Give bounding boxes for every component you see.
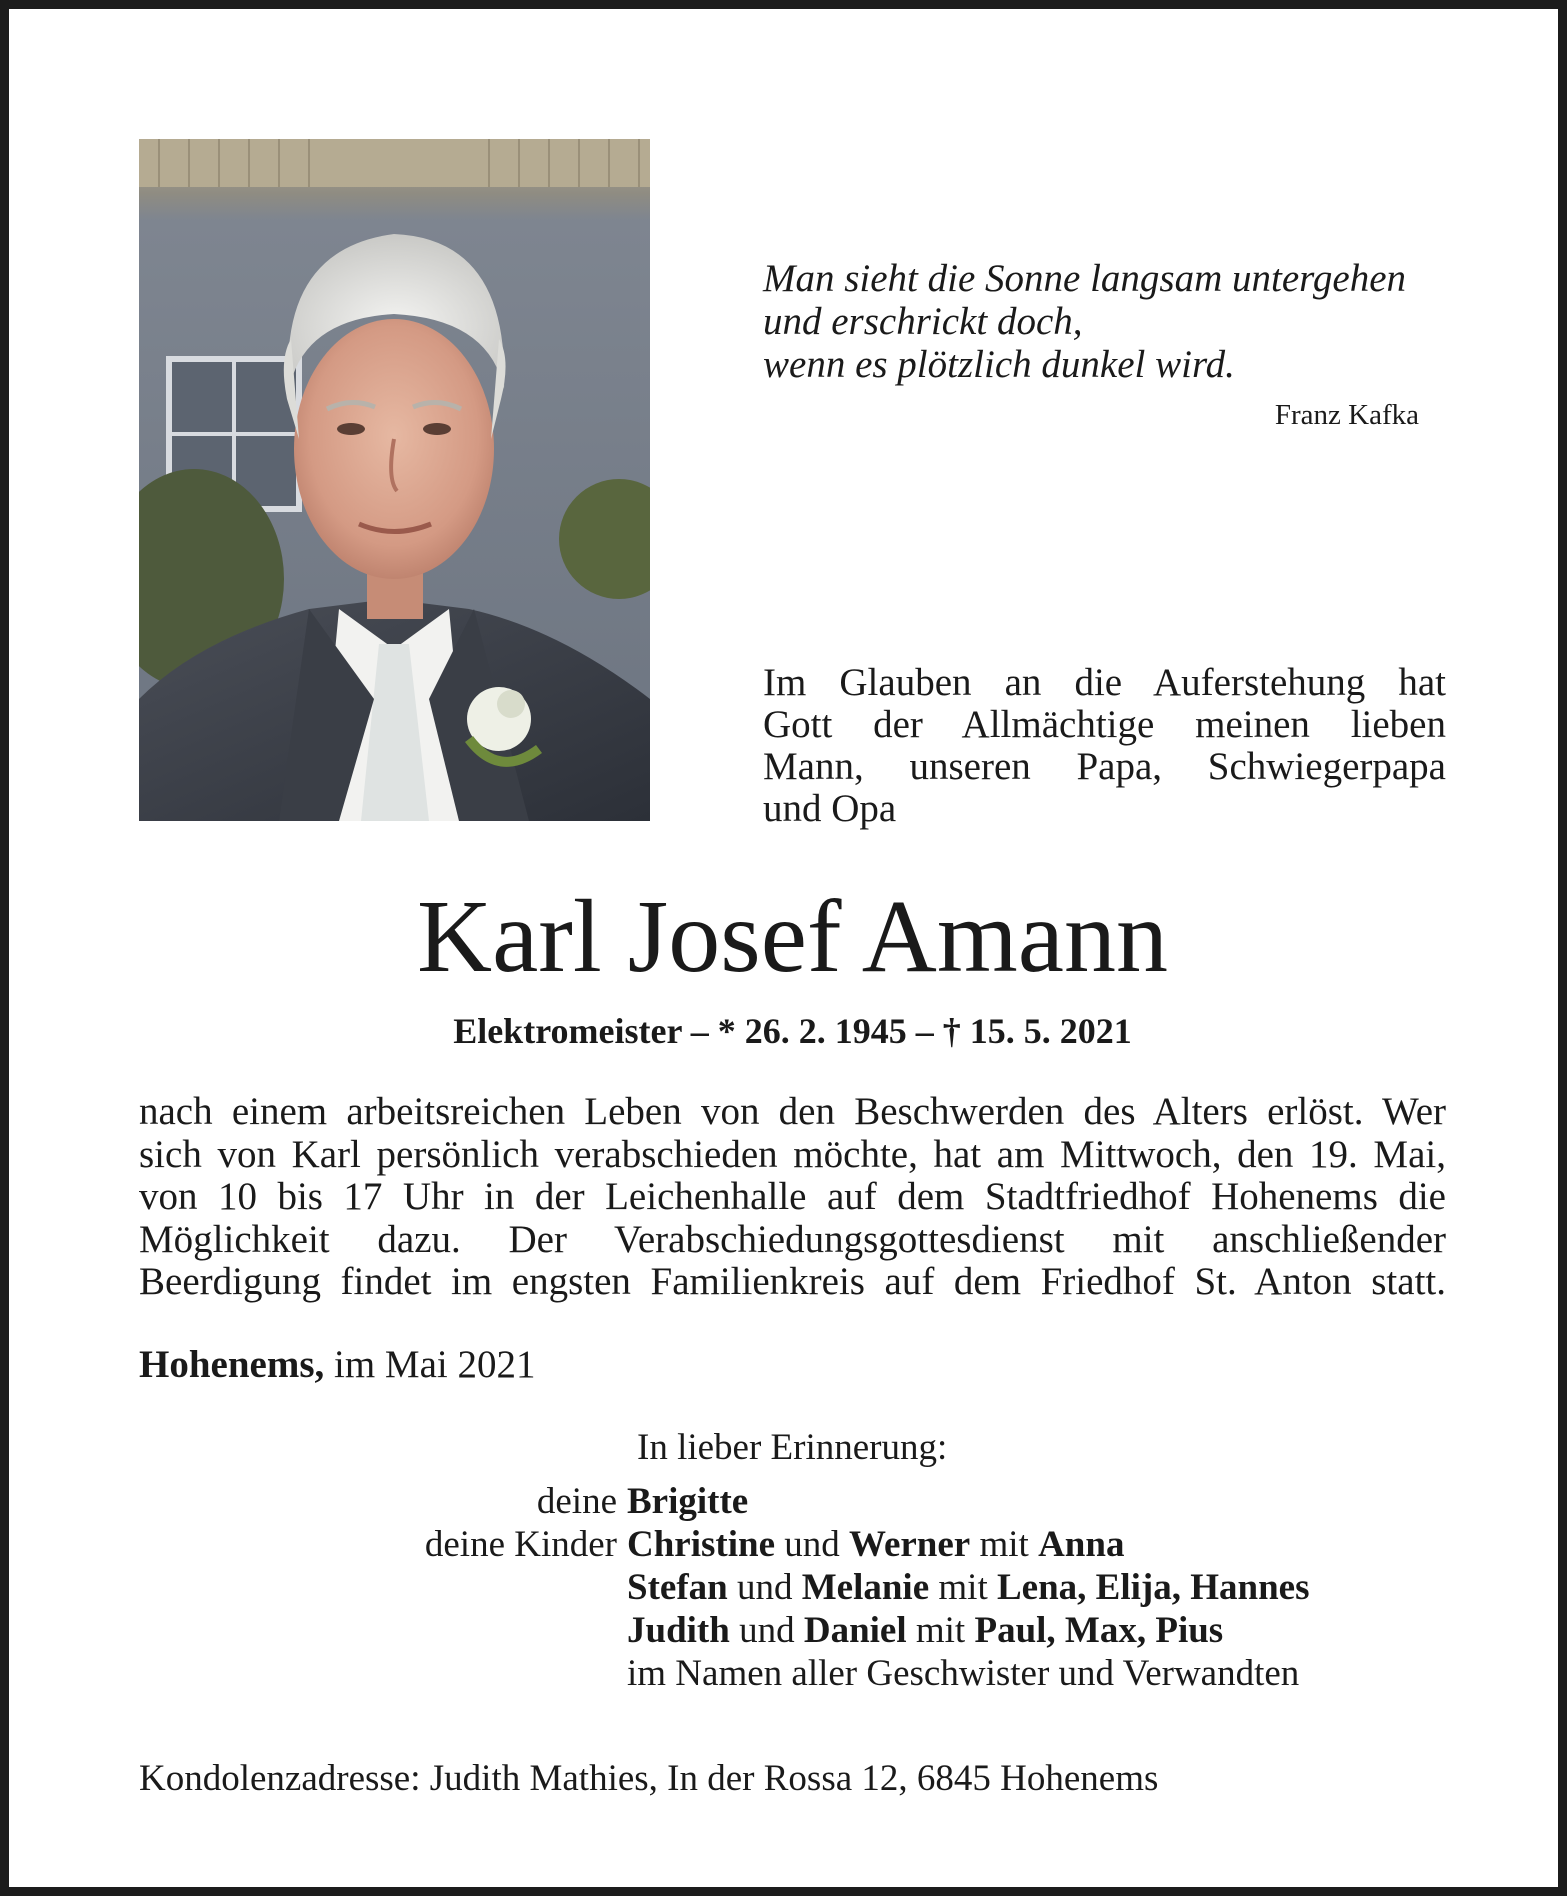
body-line: Möglichkeit dazu. Der Verabschiedungsgottesdienst mit anschließender xyxy=(139,1217,1446,1261)
condolence-address: Kondolenzadresse: Judith Mathies, In der Rossa 12, 6845 Hohenems xyxy=(139,1758,1159,1799)
body-line: Beerdigung findet im engsten Familienkreis auf dem Friedhof St. Anton statt. xyxy=(139,1260,1446,1303)
family-row-wife xyxy=(309,1480,1459,1523)
family-row-child xyxy=(309,1523,1459,1566)
family-row-child xyxy=(309,1566,1459,1609)
quote-author: Franz Kafka xyxy=(1274,399,1419,431)
quote-line: wenn es plötzlich dunkel wird. xyxy=(763,343,1235,386)
family-joiner: mit xyxy=(938,1567,988,1608)
family-joiner: und xyxy=(736,1567,793,1608)
family-name: Christine xyxy=(627,1524,775,1565)
place-city: Hohenems, xyxy=(139,1343,325,1386)
intro-line: Gott der Allmächtige meinen lieben xyxy=(763,703,1446,746)
family-name: Anna xyxy=(1038,1524,1125,1565)
family-label: deine Kinder xyxy=(424,1524,617,1565)
kafka-quote xyxy=(763,257,1423,386)
family-name: Judith xyxy=(627,1610,730,1651)
family-name: Brigitte xyxy=(627,1481,749,1522)
deceased-name: Karl Josef Amann xyxy=(417,879,1168,994)
intro-text xyxy=(763,662,1446,830)
family-list xyxy=(309,1480,1459,1695)
body-line: nach einem arbeitsreichen Leben von den Beschwerden des Alters erlöst. Wer xyxy=(139,1090,1446,1133)
family-row-relatives xyxy=(309,1652,1459,1695)
family-joiner: mit xyxy=(979,1524,1029,1565)
place-date xyxy=(139,1342,939,1387)
family-name: Daniel xyxy=(803,1610,907,1651)
family-joiner: und xyxy=(739,1610,795,1651)
body-line: von 10 bis 17 Uhr in der Leichenhalle auf dem Stadtfriedhof Hohenems die xyxy=(139,1175,1446,1218)
body-text xyxy=(139,1091,1446,1304)
memory-heading: In lieber Erinnerung: xyxy=(637,1427,948,1468)
family-joiner: und xyxy=(784,1524,840,1565)
intro-line: Im Glauben an die Auferstehung hat xyxy=(763,661,1446,704)
portrait-image xyxy=(139,139,650,821)
family-name: Melanie xyxy=(801,1567,930,1608)
place-date-text: im Mai 2021 xyxy=(334,1343,536,1386)
quote-line: und erschrickt doch, xyxy=(763,300,1083,343)
family-joiner: mit xyxy=(915,1610,966,1651)
family-label: deine xyxy=(536,1481,617,1522)
family-row-child xyxy=(309,1609,1459,1652)
family-relatives: im Namen aller Geschwister und Verwandten xyxy=(627,1653,1300,1694)
family-name: Stefan xyxy=(627,1567,728,1608)
body-line: sich von Karl persönlich verabschieden möchte, hat am Mittwoch, den 19. Mai, xyxy=(139,1132,1446,1176)
quote-line: Man sieht die Sonne langsam untergehen xyxy=(763,257,1407,300)
intro-line: Mann, unseren Papa, Schwiegerpapa xyxy=(763,745,1446,788)
deceased-subtitle: Elektromeister – * 26. 2. 1945 – † 15. 5. 2021 xyxy=(453,1011,1132,1051)
family-name: Paul, Max, Pius xyxy=(974,1610,1224,1651)
portrait-photo xyxy=(139,139,650,821)
family-name: Lena, Elija, Hannes xyxy=(996,1567,1310,1608)
family-name: Werner xyxy=(849,1524,971,1565)
intro-line: und Opa xyxy=(763,787,897,830)
